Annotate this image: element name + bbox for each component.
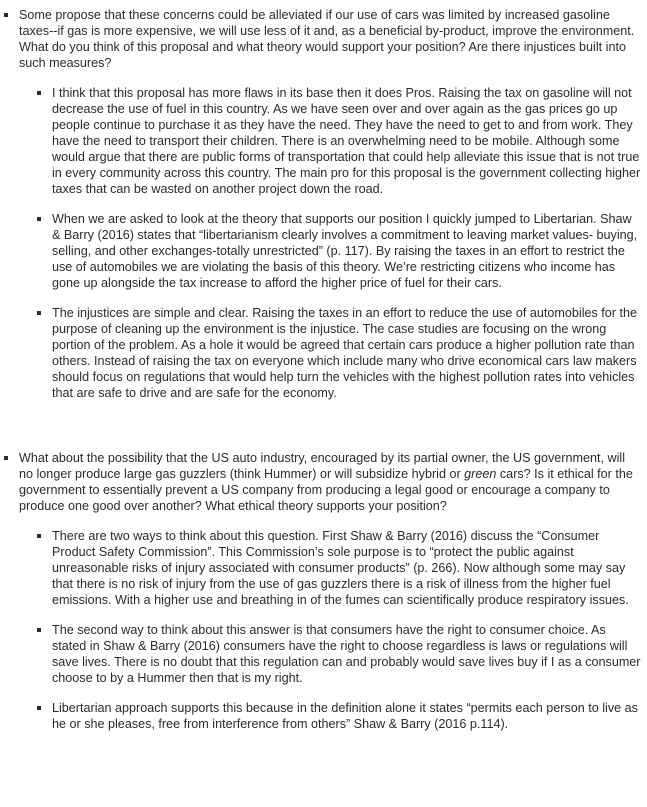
question-list [0,7,641,732]
question-item [0,7,641,450]
answer-item [19,622,641,686]
bullet-icon [37,91,41,95]
document-body [0,7,641,732]
bullet-icon [37,534,41,538]
bullet-icon [37,628,41,632]
bullet-icon [37,217,41,221]
answer-text: The second way to think about this answer is that consumers have the right to consumer choice. As stated in Shaw & Barry (2016) consumers have the right to choose regardless is laws or regulations will save lives. There is no doubt that this regulation can and probably would save lives buy if I as a consumer choose to by a Hummer then that is my right. [52,623,641,685]
answer-item [19,528,641,608]
answer-item [19,211,641,291]
bullet-icon [37,311,41,315]
answer-list [19,528,641,732]
answer-list [19,85,641,401]
answer-text: There are two ways to think about this question. First Shaw & Barry (2016) discuss the “Consumer Product Safety Commission”. This Commission’s sole purpose is to “protect the public against unreasonable risks of injury associated with consumer products” (p. 266). Now although some may say that there is no risk of injury from the use of gas guzzlers there is a risk of illness from the higher fuel emissions. With a higher use and breathing in of the fumes can scientifically produce respiratory issues. [52,529,629,607]
question-prompt [19,450,641,514]
prompt-emphasis: green [464,467,497,481]
bullet-icon [37,706,41,710]
answer-item [19,700,641,732]
bullet-icon [4,456,8,460]
bullet-icon [4,13,8,17]
answer-text: The injustices are simple and clear. Raising the taxes in an effort to reduce the use of automobiles for the purpose of cleaning up the environment is the injustice. The case studies are focusing on the wrong portion of the problem. As a hole it would be agreed that certain cars produce a higher pollution rate than others. Instead of raising the tax on everyone which include many who drive economical cars law makers should focus on regulations that would help turn the vehicles with the highest pollution rates into vehicles that are safe to drive and are safe for the economy. [52,306,638,400]
answer-text: I think that this proposal has more flaws in its base then it does Pros. Raising the tax on gasoline will not decrease the use of fuel in this country. As we have seen over and over again as the gas prices go up people continue to purchase it as they have the need. They have the need to get to and from work. They have the need to transport their children. There is an overwhelming need to be mobile. Although some would argue that there are public forms of transportation that could help alleviate this issue that is not true in every community across this country. The main pro for this proposal is the government collecting higher taxes that can be wasted on another project down the road. [52,86,641,196]
question-item [0,450,641,732]
question-prompt: Some propose that these concerns could be alleviated if our use of cars was limited by increased gasoline taxes--if gas is more expensive, we will use less of it and, as a beneficial by-product, improve the environment. What do you think of this proposal and what theory would support your position? Are there injustices built into such measures? [19,8,635,70]
answer-item [19,305,641,401]
answer-text: When we are asked to look at the theory that supports our position I quickly jumped to Libertarian. Shaw & Barry (2016) states that “libertarianism clearly involves a commitment to leaving market values- buying, selling, and other exchanges-totally unrestricted” (p. 117). By raising the taxes in an effort to restrict the use of automobiles we are violating the basis of this theory. We’re restricting citizens who income has gone up alongside the tax increase to afford the higher price of fuel for their cars. [52,212,638,290]
prompt-text-start: What about the possibility that the US auto industry, encouraged by its partial owner, the US government, will no longer produce large gas guzzlers (think Hummer) or will subsidize hybrid or [19,451,625,481]
answer-item [19,85,641,197]
section-spacer [19,401,641,450]
prompt-text-end: cars? Is it ethical for the government to essentially prevent a US company from producing a legal good or encourage a company to produce one good over another? What ethical theory supports your position? [19,467,633,513]
answer-text: Libertarian approach supports this because in the definition alone it states “permits each person to live as he or she pleases, free from interference from others” Shaw & Barry (2016 p.114). [52,701,638,731]
